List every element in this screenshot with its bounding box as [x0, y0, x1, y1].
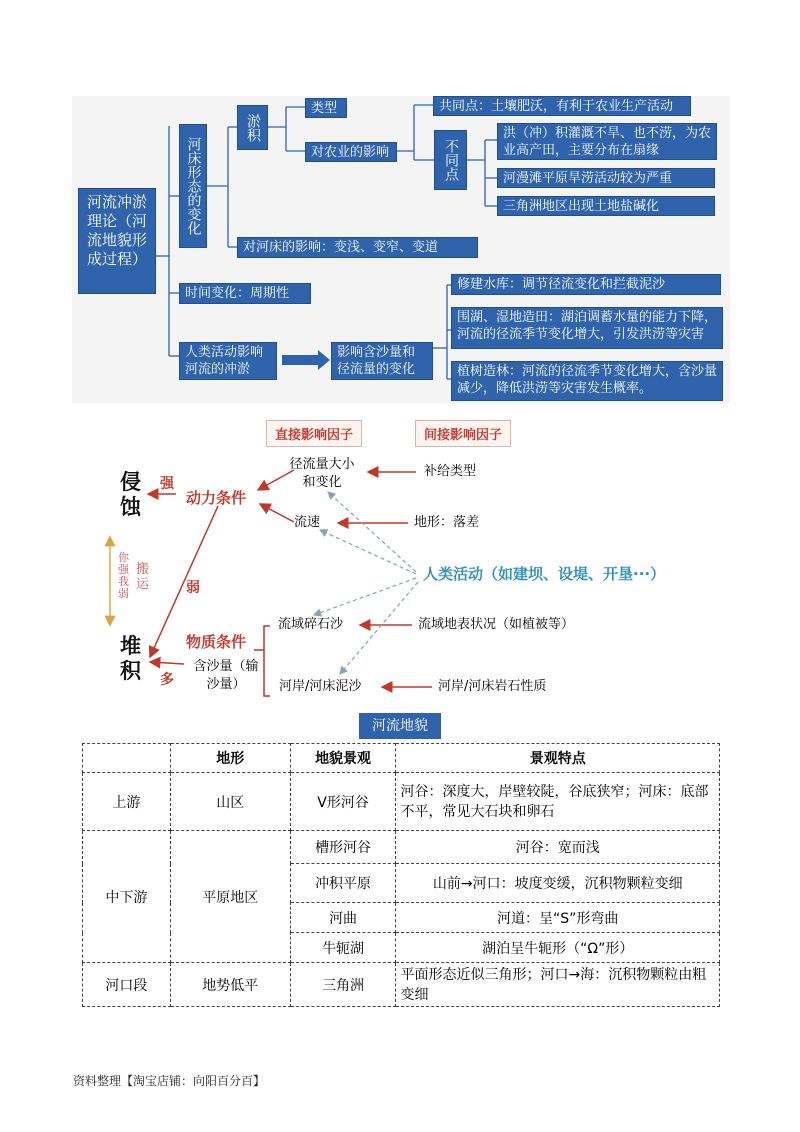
deposition-label: 堆积: [120, 634, 141, 683]
human-item-2: 围湖、湿地造田：湖泊调蓄水量的能力下降，河流的径流季节变化增大，引发洪涝等灾害: [451, 307, 723, 349]
header-cell: 景观特点: [396, 744, 720, 773]
feature-cell: 河道：呈“S”形弯曲: [396, 903, 720, 933]
landscape-cell: 牛轭湖: [290, 933, 396, 963]
feature-cell: 山前→河口：坡度变缓，沉积物颗粒变细: [396, 864, 720, 903]
bank-rock-factor: 河岸/河床岩石性质: [438, 679, 547, 694]
agri-impact-node: 对农业的影响: [305, 142, 397, 162]
header-cell: 地形: [170, 744, 290, 773]
arrow-right-icon: [282, 350, 330, 370]
human-item-3: 植树造林：河流的径流季节变化增大，含沙量减少，降低洪涝等灾害发生概率。: [451, 361, 723, 401]
landscape-cell: V形河谷: [290, 773, 396, 831]
diff-item-3: 三角洲地区出现土地盐碱化: [497, 196, 715, 216]
more-label: 多: [160, 672, 174, 688]
human-activity-node: 人类活动影响河流的冲淤: [179, 342, 277, 380]
landscape-cell: 槽形河谷: [290, 831, 396, 864]
strong-label: 强: [160, 476, 174, 492]
common-point-node: 共同点：土壤肥沃，有利于农业生产活动: [433, 96, 691, 116]
direct-factor-tag: 直接影响因子: [266, 420, 362, 447]
terrain-factor: 地形：落差: [414, 515, 480, 530]
landscape-cell: 冲积平原: [290, 864, 396, 903]
river-erosion-mindmap: [72, 96, 730, 403]
transport-label: 搬运: [136, 562, 150, 592]
indirect-factor-tag: 间接影响因子: [415, 420, 511, 447]
type-node: 类型: [305, 98, 347, 118]
bank-mud-factor: 河岸/河床泥沙: [279, 679, 362, 694]
section-cell: 河口段: [83, 963, 171, 1007]
river-landform-table: [82, 743, 720, 1007]
time-change-node: 时间变化：周期性: [179, 283, 311, 304]
feature-cell: 河谷：深度大，岸壁较陡，谷底狭窄；河床：底部不平，常见大石块和卵石: [396, 773, 720, 831]
feature-cell: 河谷：宽而浅: [396, 831, 720, 864]
header-cell: [83, 744, 171, 773]
erosion-label: 侵蚀: [120, 470, 141, 519]
bed-impact-node: 对河床的影响：变浅、变窄、变道: [237, 237, 478, 258]
landscape-cell: 三角洲: [290, 963, 396, 1007]
sediment-change-node: 影响含沙量和径流量的变化: [331, 342, 433, 380]
root-node: 河流冲淤理论（河流地貌形成过程）: [78, 188, 156, 294]
difference-node: 不同点: [434, 130, 467, 190]
runoff-factor: 径流量大小和变化: [289, 457, 355, 490]
human-item-1: 修建水库：调节径流变化和拦截泥沙: [451, 274, 721, 295]
table-header-row: [83, 744, 720, 773]
sediment-load: 含沙量（输沙量）: [193, 659, 259, 692]
header-cell: 地貌景观: [290, 744, 396, 773]
table-row: [83, 831, 720, 864]
riverbed-change-node: 河床形态的变化: [179, 124, 207, 248]
surface-condition-factor: 流域地表状况（如植被等）: [418, 617, 575, 632]
diff-item-2: 河漫滩平原旱涝活动较为严重: [497, 168, 715, 188]
feature-cell: 平面形态近似三角形；河口→海：沉积物颗粒由粗变细: [396, 963, 720, 1007]
terrain-cell: 山区: [170, 773, 290, 831]
erosion-factors-diagram: [88, 412, 748, 707]
terrain-cell: 地势低平: [170, 963, 290, 1007]
terrain-cell: 平原地区: [170, 831, 290, 963]
section-cell: 中下游: [83, 831, 171, 963]
velocity-factor: 流速: [294, 515, 321, 530]
supply-type-factor: 补给类型: [424, 464, 477, 479]
weak-label: 弱: [186, 580, 200, 596]
factors-arrows: [88, 412, 748, 707]
table-row: [83, 773, 720, 831]
diff-item-1: 洪（冲）积灌溉不旱、也不涝，为农业高产田，主要分布在扇缘: [497, 123, 717, 160]
landscape-cell: 河曲: [290, 903, 396, 933]
deposition-node: 淤积: [237, 105, 268, 150]
you-strong-i-weak-label: 你强我弱: [118, 551, 129, 600]
basin-debris-factor: 流域碎石沙: [278, 617, 344, 632]
table-row: [83, 963, 720, 1007]
dynamic-condition: 动力条件: [186, 489, 247, 507]
section-cell: 上游: [83, 773, 171, 831]
footer-source: 资料整理【淘宝店铺：向阳百分百】: [73, 1074, 266, 1088]
table-title: 河流地貌: [359, 713, 441, 739]
human-activity-factor: 人类活动（如建坝、设堤、开垦···）: [423, 565, 666, 583]
material-condition: 物质条件: [186, 633, 247, 651]
feature-cell: 湖泊呈牛轭形（“Ω”形）: [396, 933, 720, 963]
